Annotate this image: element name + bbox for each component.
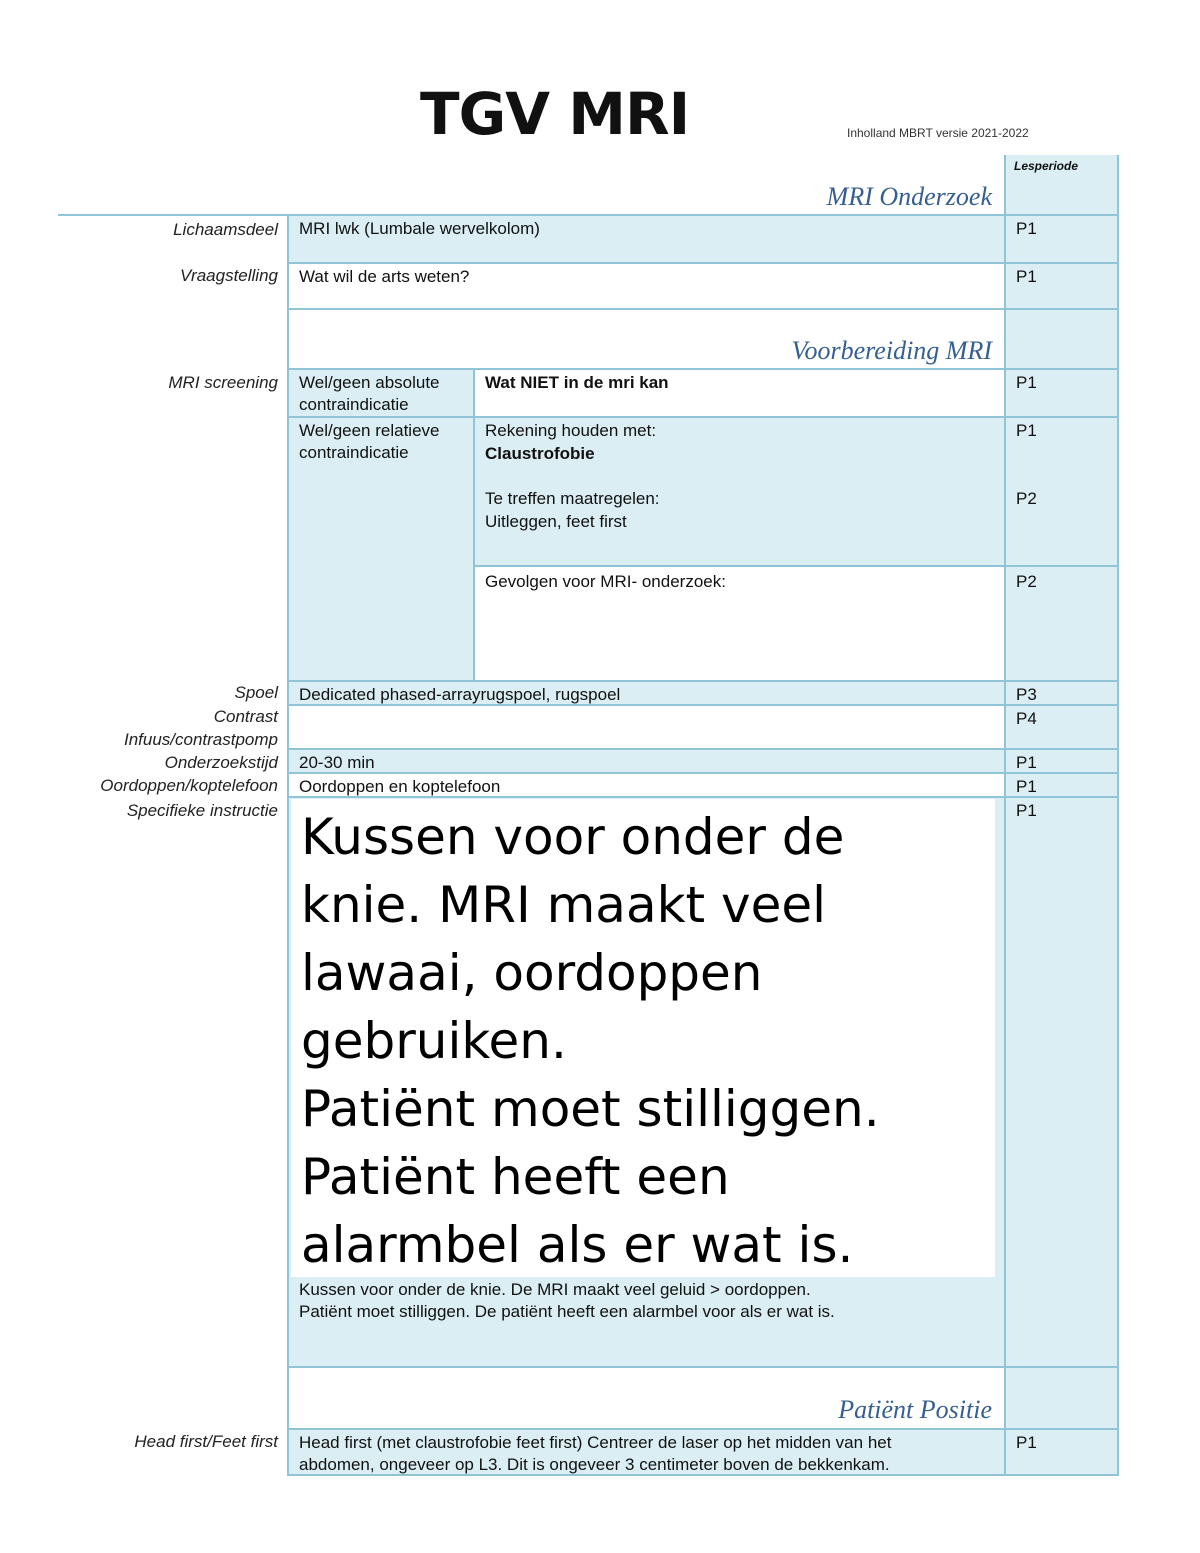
version-note: Inholland MBRT versie 2021-2022 (847, 126, 1029, 140)
label-spoel: Spoel (234, 683, 278, 702)
value-spoel: Dedicated phased-arrayrugspoel, rugspoel (289, 682, 1004, 704)
label-lichaamsdeel: Lichaamsdeel (173, 220, 278, 239)
right-border (1117, 155, 1119, 1476)
period-border (1004, 155, 1006, 1476)
screening-absolute-detail: Wat NIET in de mri kan (475, 370, 1004, 416)
row-divider (289, 1366, 1118, 1368)
label-infuus: Infuus/contrastpomp (123, 730, 278, 749)
value-head-feet-1: Head first (met claustrofobie feet first) Centreer de laser op het midden van het (299, 1433, 892, 1452)
period-vraagstelling: P1 (1006, 264, 1118, 308)
left-border (287, 216, 289, 1476)
section-voorbereiding: Voorbereiding MRI (791, 336, 992, 365)
period-spoel: P3 (1006, 682, 1118, 704)
value-lichaamsdeel: MRI lwk (Lumbale wervelkolom) (289, 216, 1004, 262)
big-line: Patiënt moet stilliggen. (301, 1080, 880, 1138)
row-divider (289, 1474, 1118, 1476)
period-maatregelen: P2 (1006, 486, 1118, 516)
big-line: lawaai, oordoppen (301, 944, 763, 1002)
period-absolute: P1 (1006, 370, 1118, 416)
value-head-feet-2: abdomen, ongeveer op L3. Dit is ongeveer 3 centimeter boven de bekkenkam. (299, 1455, 890, 1474)
period-lichaamsdeel: P1 (1006, 216, 1118, 262)
period-gevolgen: P2 (1006, 569, 1118, 599)
label-instructie: Specifieke instructie (126, 801, 278, 820)
period-contrast: P4 (1006, 706, 1118, 748)
big-line: knie. MRI maakt veel (301, 876, 827, 934)
section-mri-onderzoek: MRI Onderzoek (826, 182, 992, 211)
instructie-small-2: Patiënt moet stilliggen. De patiënt heeft een alarmbel voor als er wat is. (299, 1302, 835, 1321)
screening-absolute: Wel/geen absolute contraindicatie (289, 370, 473, 416)
period-oordoppen: P1 (1006, 774, 1118, 796)
section-patient-positie: Patiënt Positie (838, 1395, 992, 1424)
label-contrast: Contrast (213, 707, 278, 726)
claustrofobie-text: Claustrofobie (485, 444, 595, 463)
period-rekening: P1 (1006, 418, 1118, 448)
label-oordoppen: Oordoppen/koptelefoon (100, 776, 278, 795)
maatregelen-value: Uitleggen, feet first (485, 512, 627, 531)
value-oordoppen: Oordoppen en koptelefoon (289, 774, 1004, 796)
value-vraagstelling: Wat wil de arts weten? (289, 264, 1004, 308)
row-divider (289, 308, 1118, 310)
maatregelen-label: Te treffen maatregelen: (485, 489, 660, 508)
rekening-label: Rekening houden met: (485, 421, 657, 440)
label-vraagstelling: Vraagstelling (180, 266, 278, 285)
period-head-feet: P1 (1006, 1430, 1118, 1474)
label-mri-screening: MRI screening (168, 373, 278, 392)
label-onderzoekstijd: Onderzoekstijd (164, 753, 278, 772)
col-divider (473, 370, 475, 680)
label-head-feet: Head first/Feet first (134, 1432, 278, 1451)
period-onderzoekstijd: P1 (1006, 750, 1118, 772)
instructie-small-1: Kussen voor onder de knie. De MRI maakt veel geluid > oordoppen. (299, 1280, 811, 1299)
lesperiode-header: Lesperiode (1004, 155, 1118, 215)
value-contrast (289, 706, 1004, 748)
big-line: alarmbel als er wat is. (301, 1216, 854, 1274)
big-line: gebruiken. (301, 1012, 567, 1070)
gevolgen-label: Gevolgen voor MRI- onderzoek: (475, 569, 1004, 680)
screening-relatieve: Wel/geen relatieve contraindicatie (289, 418, 473, 680)
instructie-large-text (291, 799, 995, 1277)
big-line: Patiënt heeft een (301, 1148, 730, 1206)
period-instructie: P1 (1006, 798, 1118, 824)
big-line: Kussen voor onder de (301, 808, 845, 866)
value-onderzoekstijd: 20-30 min (289, 750, 1004, 772)
page-title: TGV MRI (420, 80, 690, 148)
row-divider (475, 565, 1118, 567)
